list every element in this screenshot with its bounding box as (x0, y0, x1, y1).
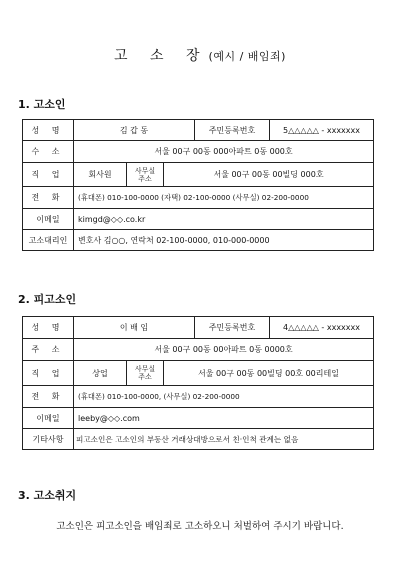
complainant-table (22, 119, 374, 251)
accused-etc-value: 피고소인은 고소인의 부동산 거래상대방으로서 친·인척 관계는 없음 (74, 429, 374, 450)
accused-id-label: 주민등록번호 (195, 317, 270, 339)
accused-address-value: 서울 00구 00동 00아파트 0동 0000호 (74, 339, 374, 361)
complainant-address-value: 서울 00구 00동 000아파트 0동 000호 (74, 141, 374, 163)
accused-phone-value: (휴대폰) 010-100-0000, (사무실) 02-200-0000 (74, 386, 374, 408)
accused-job-label: 직 업 (23, 361, 74, 386)
complainant-agent-label: 고소대리인 (23, 230, 74, 251)
accused-name-value: 이 배 임 (74, 317, 195, 339)
accused-job-value: 상업 (74, 361, 127, 386)
accused-office-label: 사무실 주소 (127, 361, 164, 386)
complainant-id-value: 5△△△△△ - xxxxxxx (270, 120, 374, 141)
accused-name-label: 성 명 (23, 317, 74, 339)
title-main: 고 소 장 (114, 48, 209, 64)
complainant-phone-value: (휴대폰) 010-100-0000 (자택) 02-100-0000 (사무실) 02-200-0000 (74, 187, 374, 209)
complainant-id-label: 주민등록번호 (195, 120, 270, 141)
accused-address-label: 주 소 (23, 339, 74, 361)
accused-id-value: 4△△△△△ - xxxxxxx (270, 317, 374, 339)
complainant-address-label: 수 소 (23, 141, 74, 163)
complainant-name-label: 성 명 (23, 120, 74, 141)
complainant-email-value: kimgd@◇◇.co.kr (74, 209, 374, 230)
accused-etc-label: 기타사항 (23, 429, 74, 450)
accused-office-value: 서울 00구 00동 00빌딩 00호 00리테일 (164, 361, 374, 386)
accused-table (22, 316, 374, 450)
section-accused-heading: 2. 피고소인 (18, 293, 77, 306)
section-complainant-heading: 1. 고소인 (18, 98, 66, 111)
complainant-name-value: 김 갑 동 (74, 120, 195, 141)
title-sub: (예시 / 배임죄) (208, 50, 286, 63)
complainant-office-label: 사무실 주소 (127, 163, 164, 187)
complainant-job-label: 직 업 (23, 163, 74, 187)
complainant-office-value: 서울 00구 00동 00빌딩 000호 (164, 163, 374, 187)
complaint-purpose-text: 고소인은 피고소인을 배임죄로 고소하오니 처벌하여 주시기 바랍니다. (56, 521, 344, 532)
complainant-agent-value: 변호사 김○○, 연락처 02-100-0000, 010-000-0000 (74, 230, 374, 251)
section-purpose-heading: 3. 고소취지 (18, 489, 77, 502)
accused-email-value: leeby@◇◇.com (74, 408, 374, 429)
accused-email-label: 이메일 (23, 408, 74, 429)
accused-phone-label: 전 화 (23, 386, 74, 408)
complainant-email-label: 이메일 (23, 209, 74, 230)
document-title (0, 45, 400, 65)
complainant-phone-label: 전 화 (23, 187, 74, 209)
complainant-job-value: 회사원 (74, 163, 127, 187)
